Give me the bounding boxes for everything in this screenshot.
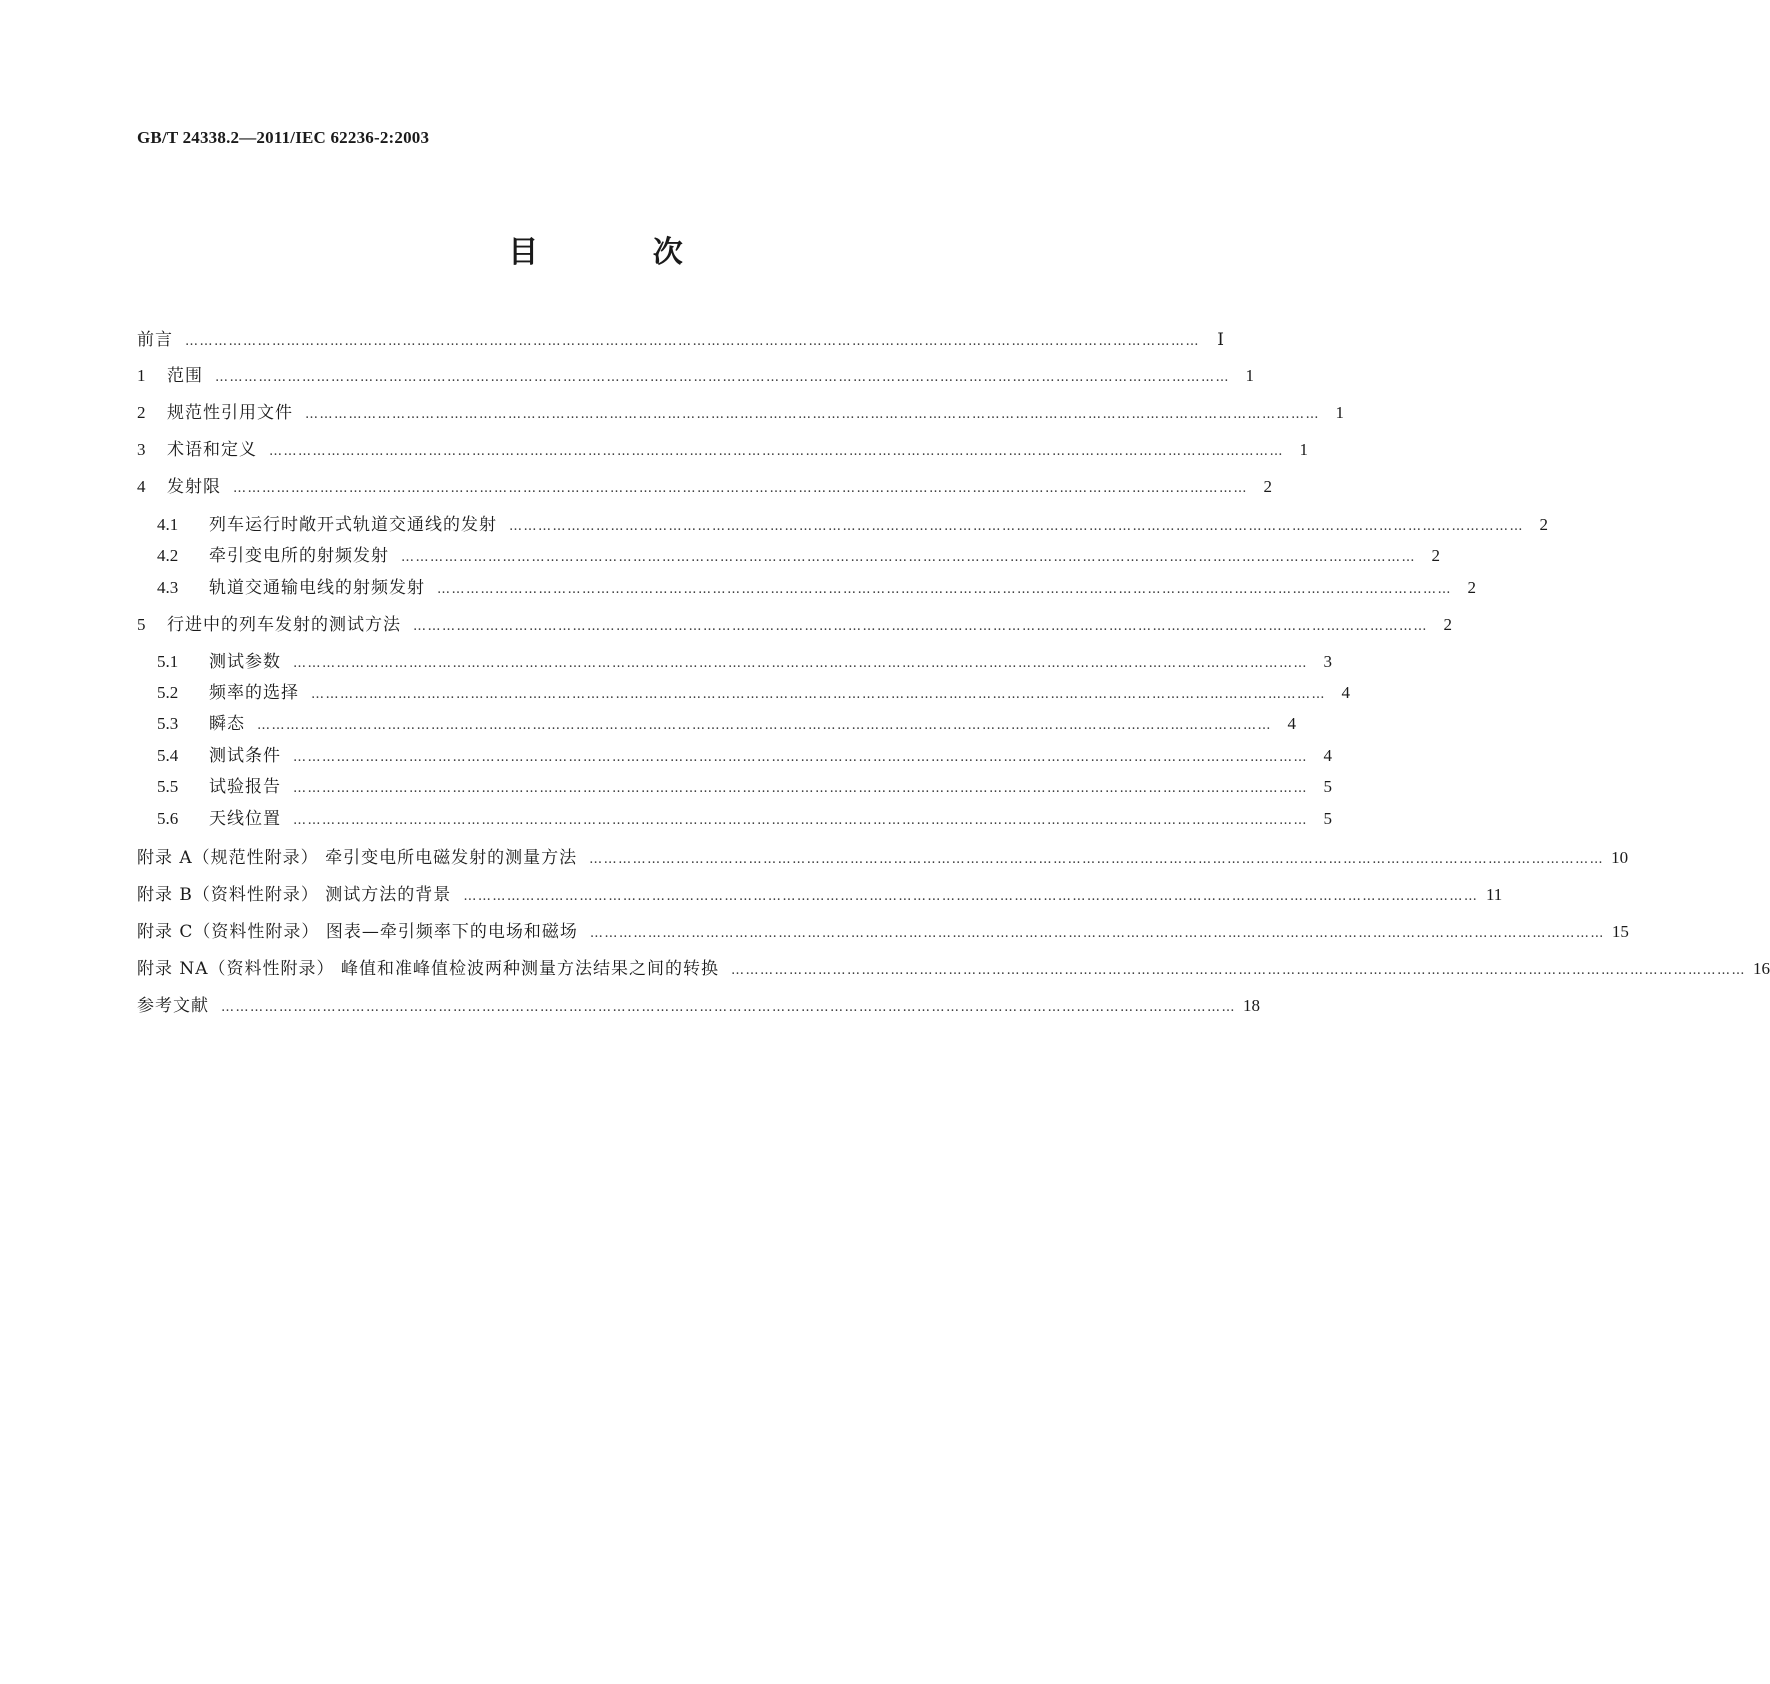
toc-label: 天线位置 — [209, 809, 281, 829]
toc-page: 1 — [1245, 366, 1254, 385]
toc-label: 轨道交通输电线的射频发射 — [209, 578, 425, 598]
toc-label: 前言 — [137, 330, 173, 350]
toc-label: 测试条件 — [209, 746, 281, 766]
toc-label: 附录 NA（资料性附录） 峰值和准峰值检波两种测量方法结果之间的转换 — [137, 959, 719, 979]
toc-page: 4 — [1323, 746, 1332, 765]
toc-number: 3 — [137, 440, 146, 459]
toc-entry-5-1[interactable] — [157, 649, 1332, 675]
toc-label: 附录 C（资料性附录） 图表—牵引频率下的电场和磁场 — [137, 922, 578, 942]
dot-leader: ………………………………………………………………………………………………………………………………………………………………………………………… — [463, 889, 1479, 904]
dot-leader: ………………………………………………………………………………………………………………………………………………………………………………………… — [233, 481, 1248, 496]
toc-entry-5-6[interactable] — [157, 806, 1332, 832]
toc-label: 行进中的列车发射的测试方法 — [167, 615, 401, 635]
toc-entry-5-5[interactable] — [157, 774, 1332, 800]
dot-leader: ………………………………………………………………………………………………………………………………………………………………………………………… — [589, 852, 1605, 867]
page-title: 目 次 — [508, 235, 735, 270]
toc-number: 5.1 — [157, 652, 179, 671]
toc-label: 列车运行时敞开式轨道交通线的发射 — [209, 515, 497, 535]
toc-entry-2[interactable] — [137, 400, 1344, 426]
toc-entry-foreword[interactable] — [137, 327, 1224, 353]
toc-number: 4.1 — [157, 515, 179, 534]
toc-label: 牵引变电所的射频发射 — [209, 546, 389, 566]
dot-leader: ………………………………………………………………………………………………………………………………………………………………………………………… — [293, 750, 1308, 765]
toc-number: 5.5 — [157, 777, 179, 796]
toc-label: 频率的选择 — [209, 683, 299, 703]
dot-leader: ………………………………………………………………………………………………………………………………………………………………………………………… — [215, 370, 1230, 385]
toc-label: 发射限 — [167, 477, 221, 497]
toc-entry-5-4[interactable] — [157, 743, 1332, 769]
toc-number: 4 — [137, 477, 146, 496]
dot-leader: ………………………………………………………………………………………………………………………………………………………………………………………… — [437, 582, 1452, 597]
toc-page: 2 — [1467, 578, 1476, 597]
document-code: GB/T 24338.2—2011/IEC 62236-2:2003 — [137, 128, 430, 147]
dot-leader: ………………………………………………………………………………………………………………………………………………………………………………………… — [185, 334, 1200, 349]
toc-entry-5-3[interactable] — [157, 711, 1296, 737]
dot-leader: ………………………………………………………………………………………………………………………………………………………………………………………… — [221, 1000, 1236, 1015]
toc-entry-4-2[interactable] — [157, 543, 1440, 569]
toc-page: 2 — [1443, 615, 1452, 634]
toc-label: 附录 B（资料性附录） 测试方法的背景 — [137, 885, 452, 905]
dot-leader: ………………………………………………………………………………………………………………………………………………………………………………………… — [311, 687, 1326, 702]
toc-label: 术语和定义 — [167, 440, 257, 460]
toc-page: 4 — [1341, 683, 1350, 702]
dot-leader: ………………………………………………………………………………………………………………………………………………………………………………………… — [293, 781, 1308, 796]
dot-leader: ………………………………………………………………………………………………………………………………………………………………………………………… — [509, 519, 1524, 534]
toc-number: 1 — [137, 366, 146, 385]
toc-page: 10 — [1611, 848, 1629, 867]
toc-number: 4.3 — [157, 578, 179, 597]
dot-leader: ………………………………………………………………………………………………………………………………………………………………………………………… — [401, 550, 1416, 565]
toc-entry-4[interactable] — [137, 474, 1272, 500]
toc-page: 15 — [1611, 922, 1629, 941]
toc-page: 3 — [1323, 652, 1332, 671]
toc-page: 2 — [1431, 546, 1440, 565]
toc-label: 附录 A（规范性附录） 牵引变电所电磁发射的测量方法 — [137, 848, 578, 868]
toc-number: 5.3 — [157, 714, 179, 733]
toc-label: 规范性引用文件 — [167, 403, 293, 423]
toc-page: 5 — [1323, 809, 1332, 828]
toc-label: 范围 — [167, 366, 203, 386]
toc-entry-annex-b[interactable] — [137, 882, 1503, 908]
toc-page: 11 — [1485, 885, 1503, 904]
toc-entry-4-1[interactable] — [157, 512, 1548, 538]
dot-leader: ………………………………………………………………………………………………………………………………………………………………………………………… — [413, 619, 1428, 634]
toc-entry-1[interactable] — [137, 363, 1254, 389]
toc-entry-4-3[interactable] — [157, 575, 1476, 601]
toc-label: 试验报告 — [209, 777, 281, 797]
dot-leader: ………………………………………………………………………………………………………………………………………………………………………………………… — [293, 813, 1308, 828]
toc-page: 1 — [1299, 440, 1308, 459]
dot-leader: ………………………………………………………………………………………………………………………………………………………………………………………… — [257, 718, 1272, 733]
toc-number: 5 — [137, 615, 146, 634]
toc-entry-bibliography[interactable] — [137, 993, 1260, 1019]
toc-page: 2 — [1263, 477, 1272, 496]
dot-leader: ………………………………………………………………………………………………………………………………………………………………………………………… — [293, 656, 1308, 671]
toc-number: 5.6 — [157, 809, 179, 828]
toc-page: 2 — [1539, 515, 1548, 534]
dot-leader: ………………………………………………………………………………………………………………………………………………………………………………………… — [269, 444, 1284, 459]
toc-label: 测试参数 — [209, 652, 281, 672]
toc-number: 5.4 — [157, 746, 179, 765]
dot-leader: ………………………………………………………………………………………………………………………………………………………………………………………… — [730, 963, 1746, 978]
toc-page: 4 — [1287, 714, 1296, 733]
toc-label: 参考文献 — [137, 996, 209, 1016]
toc-label: 瞬态 — [209, 714, 245, 734]
toc-number: 4.2 — [157, 546, 179, 565]
toc-page: 18 — [1243, 996, 1260, 1015]
toc-entry-annex-a[interactable] — [137, 845, 1629, 871]
toc-entry-5[interactable] — [137, 612, 1452, 638]
toc-number: 5.2 — [157, 683, 179, 702]
toc-page: 1 — [1335, 403, 1344, 422]
toc-page: 5 — [1323, 777, 1332, 796]
toc-page: Ⅰ — [1217, 330, 1224, 349]
toc-page: 16 — [1752, 959, 1770, 978]
toc-entry-5-2[interactable] — [157, 680, 1350, 706]
toc-number: 2 — [137, 403, 146, 422]
dot-leader: ………………………………………………………………………………………………………………………………………………………………………………………… — [589, 926, 1605, 941]
dot-leader: ………………………………………………………………………………………………………………………………………………………………………………………… — [305, 407, 1320, 422]
toc-entry-annex-na[interactable] — [137, 956, 1770, 982]
toc-entry-3[interactable] — [137, 437, 1308, 463]
toc-entry-annex-c[interactable] — [137, 919, 1629, 945]
